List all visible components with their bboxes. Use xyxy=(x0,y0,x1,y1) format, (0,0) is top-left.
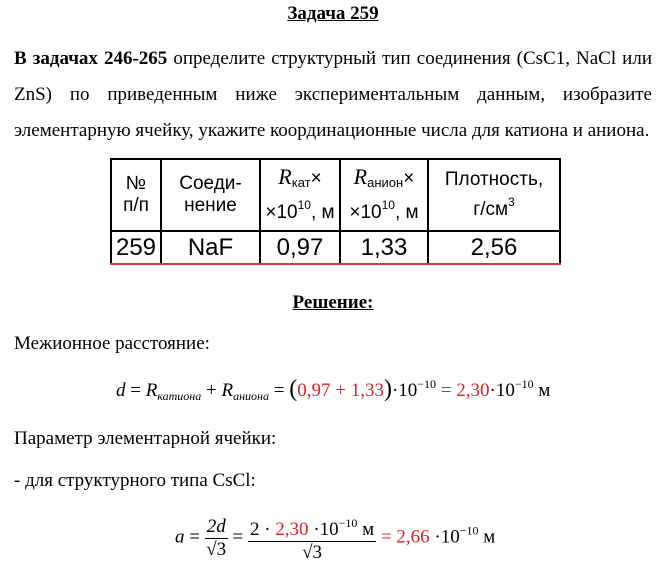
header-rcat: $R_{кат}\times$ $\times 10^{10}$, м xyxy=(260,159,340,231)
fraction-2: $\frac{2 \cdot 2,30 \cdot 10^{-10} м}{√3}$ xyxy=(248,512,376,564)
interionic-label: Межионное расстояние: xyxy=(14,333,210,354)
cell-num: 259 xyxy=(111,231,161,264)
parameter-label: Параметр элементарной ячейки: xyxy=(14,428,277,449)
task-statement xyxy=(14,41,652,149)
task-lead: В задачах 246-265 xyxy=(14,48,168,69)
cscl-label: - для структурного типа CsCl: xyxy=(14,470,256,491)
cell-rcat: 0,97 xyxy=(260,231,340,264)
header-density: Плотность, $г/см^3$ xyxy=(428,159,560,231)
header-compound: Соеди- нение xyxy=(161,159,260,231)
table-row xyxy=(111,231,560,264)
table-header-row xyxy=(111,159,560,231)
fraction-1: $\frac{2d}{√3}$ xyxy=(206,515,227,560)
page-title: Задача 259 xyxy=(287,3,379,24)
task-text: определите структурный тип соединения (CsC1, NaCl или ZnS) по приведенным ниже экспериментальным данным, изобразите элементарную ячейку, укажите координационные числа для катиона и аниона. xyxy=(14,48,652,141)
cell-ranion: 1,33 xyxy=(340,231,428,264)
parameter-equation: a = $\frac{2d}{√3}$ = $\frac{2 \cdot 2,30 \cdot 10^{-10} м}{√3}$ = $2,66 \cdot 10^{-10}$ м xyxy=(175,512,495,564)
cell-compound: NaF xyxy=(161,231,260,264)
data-table xyxy=(110,158,561,265)
cell-density: 2,56 xyxy=(428,231,560,264)
interionic-equation: $d = R_{катиона} + R_{аниона} = (0,97 + 1,33)\cdot 10^{-10} = 2,30\cdot 10^{-10}$ м xyxy=(116,376,551,403)
header-ranion: $R_{анион}\times$ $\times 10^{10}$, м xyxy=(340,159,428,231)
header-num: № п/п xyxy=(111,159,161,231)
solution-title: Решение: xyxy=(292,292,374,313)
